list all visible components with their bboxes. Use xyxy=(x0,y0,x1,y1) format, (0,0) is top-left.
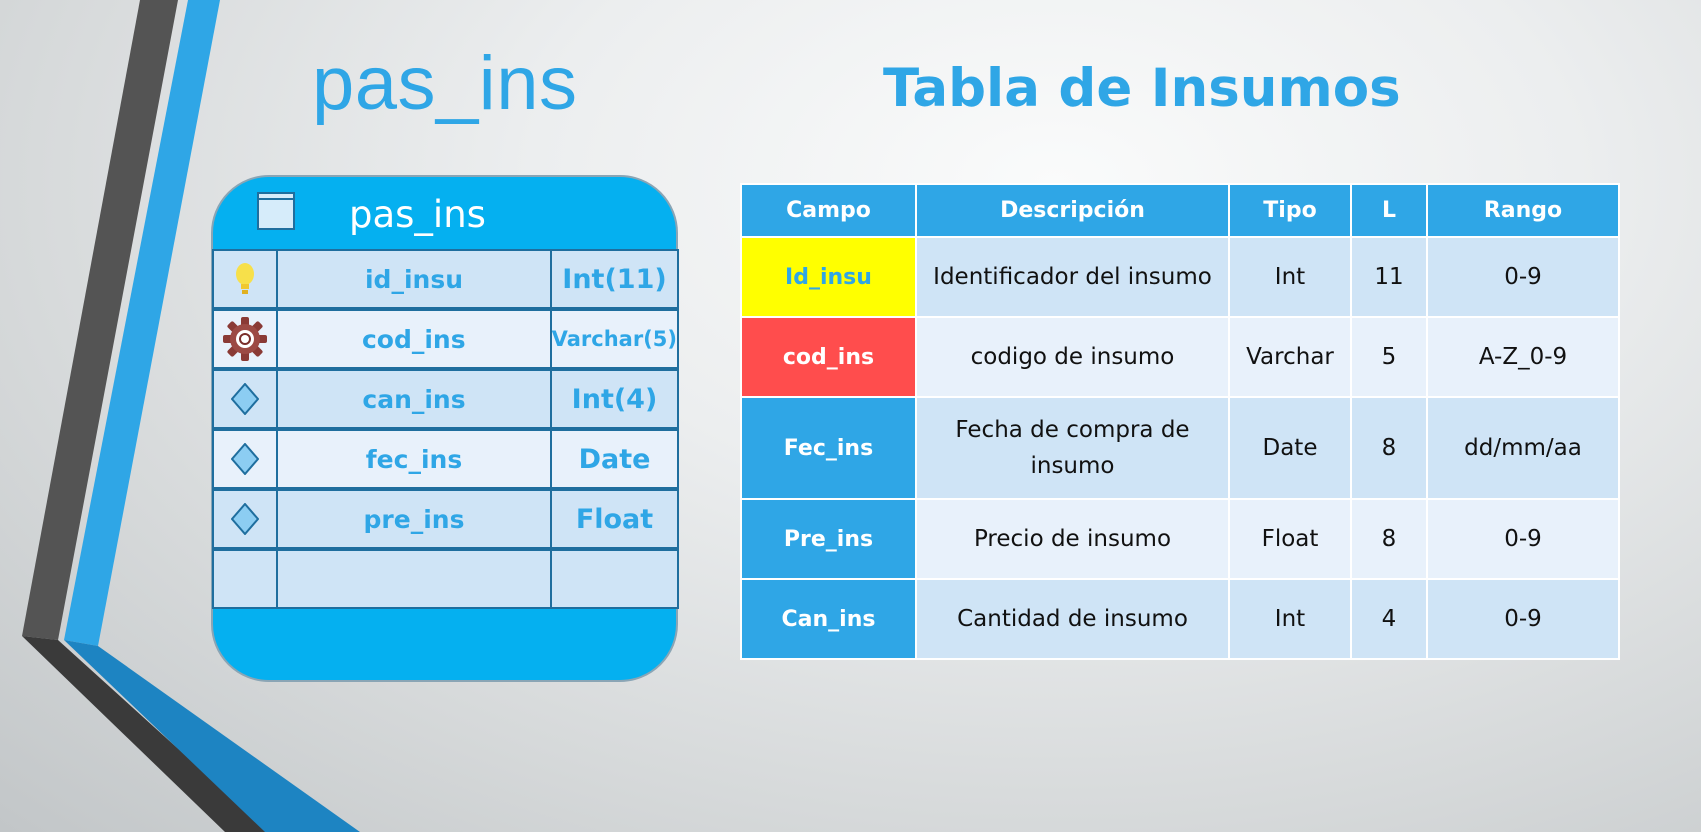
entity-field-row xyxy=(212,429,679,489)
entity-empty-row xyxy=(212,549,679,609)
table-row xyxy=(741,499,1619,579)
header-tipo: Tipo xyxy=(1229,184,1351,237)
entity-field-row xyxy=(212,309,679,369)
entity-field-row xyxy=(212,249,679,309)
cell-rango: 0-9 xyxy=(1427,499,1619,579)
cell-campo: Id_insu xyxy=(741,237,916,317)
table-row xyxy=(741,579,1619,659)
table-row xyxy=(741,237,1619,317)
table-icon xyxy=(257,192,295,230)
field-type: Int(11) xyxy=(562,263,667,295)
cell-rango: dd/mm/aa xyxy=(1427,397,1619,499)
field-type: Float xyxy=(575,503,654,535)
cell-l: 11 xyxy=(1351,237,1427,317)
cell-l: 5 xyxy=(1351,317,1427,397)
cell-descripcion: Fecha de compra de insumo xyxy=(916,397,1229,499)
cell-l: 8 xyxy=(1351,397,1427,499)
field-type: Int(4) xyxy=(571,383,658,415)
cell-descripcion: Cantidad de insumo xyxy=(916,579,1229,659)
entity-card xyxy=(211,175,678,682)
entity-field-row xyxy=(212,489,679,549)
cell-campo: Can_ins xyxy=(741,579,916,659)
diamond-icon xyxy=(214,371,278,427)
table-title: Tabla de Insumos xyxy=(883,58,1401,119)
cell-l: 8 xyxy=(1351,499,1427,579)
data-dictionary-table xyxy=(740,183,1620,660)
cell-tipo: Int xyxy=(1229,579,1351,659)
header-descripcion: Descripción xyxy=(916,184,1229,237)
cell-rango: 0-9 xyxy=(1427,579,1619,659)
header-rango: Rango xyxy=(1427,184,1619,237)
entity-name: pas_ins xyxy=(349,193,486,236)
field-name: cod_ins xyxy=(278,311,552,367)
cell-tipo: Varchar xyxy=(1229,317,1351,397)
field-name: pre_ins xyxy=(278,491,552,547)
field-name: can_ins xyxy=(278,371,552,427)
cell-tipo: Float xyxy=(1229,499,1351,579)
cell-campo: cod_ins xyxy=(741,317,916,397)
cell-campo: Pre_ins xyxy=(741,499,916,579)
cell-campo: Fec_ins xyxy=(741,397,916,499)
cell-l: 4 xyxy=(1351,579,1427,659)
field-type: Date xyxy=(578,443,651,475)
cell-descripcion: codigo de insumo xyxy=(916,317,1229,397)
cell-rango: A-Z_0-9 xyxy=(1427,317,1619,397)
table-row xyxy=(741,317,1619,397)
diamond-icon xyxy=(214,491,278,547)
cell-rango: 0-9 xyxy=(1427,237,1619,317)
cell-tipo: Date xyxy=(1229,397,1351,499)
gear-icon xyxy=(214,311,278,367)
table-header-row xyxy=(741,184,1619,237)
diamond-icon xyxy=(214,431,278,487)
entity-title: pas_ins xyxy=(312,41,578,126)
header-campo: Campo xyxy=(741,184,916,237)
cell-tipo: Int xyxy=(1229,237,1351,317)
key-bulb-icon xyxy=(214,251,278,307)
cell-descripcion: Identificador del insumo xyxy=(916,237,1229,317)
cell-descripcion: Precio de insumo xyxy=(916,499,1229,579)
entity-field-row xyxy=(212,369,679,429)
field-name: fec_ins xyxy=(278,431,552,487)
field-name: id_insu xyxy=(278,251,552,307)
table-row xyxy=(741,397,1619,499)
header-l: L xyxy=(1351,184,1427,237)
field-type: Varchar(5) xyxy=(551,327,677,351)
